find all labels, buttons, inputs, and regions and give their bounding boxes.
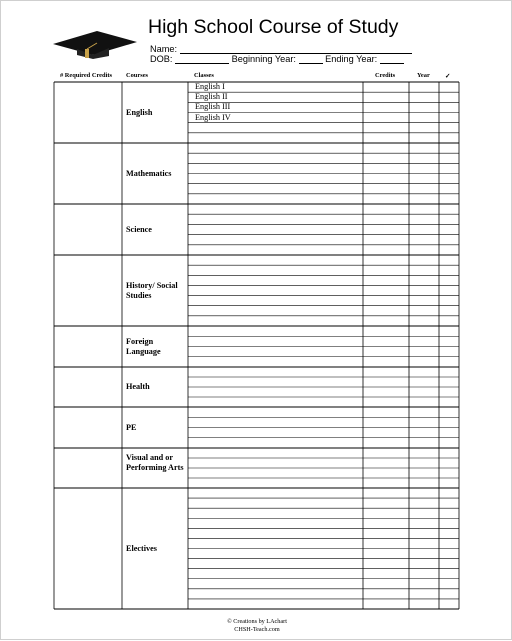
course-label: Science (126, 224, 152, 234)
beginning-year-label: Beginning Year: (231, 54, 296, 64)
class-entry[interactable]: English II (195, 92, 228, 102)
page-title: High School Course of Study (148, 16, 399, 38)
column-header-required-credits: # Required Credits (60, 72, 112, 79)
class-entry[interactable]: English III (195, 102, 231, 112)
footer-site: CHSH-Teach.com (234, 626, 280, 633)
column-header-classes: Classes (194, 72, 214, 79)
course-label: English (126, 107, 153, 117)
footer-credit: © Creations by LAchart (227, 618, 287, 625)
column-header-check: ✓ (445, 73, 451, 80)
class-entry[interactable]: English I (195, 82, 225, 92)
column-header-year: Year (417, 72, 430, 79)
ending-year-label: Ending Year: (325, 54, 378, 64)
course-label: History/ Social Studies (126, 280, 178, 300)
course-label: Mathematics (126, 168, 172, 178)
dob-label: DOB: (150, 54, 173, 64)
course-label: Electives (126, 543, 157, 553)
column-header-credits: Credits (375, 72, 396, 79)
course-label: Health (126, 382, 150, 391)
course-table (1, 1, 512, 641)
course-label: Foreign Language (126, 336, 161, 356)
course-label: PE (126, 422, 137, 432)
name-label: Name: (150, 44, 178, 54)
class-entry[interactable]: English IV (195, 112, 231, 122)
column-header-courses: Courses (126, 72, 149, 79)
course-label: Visual and or Performing Arts (126, 453, 184, 472)
